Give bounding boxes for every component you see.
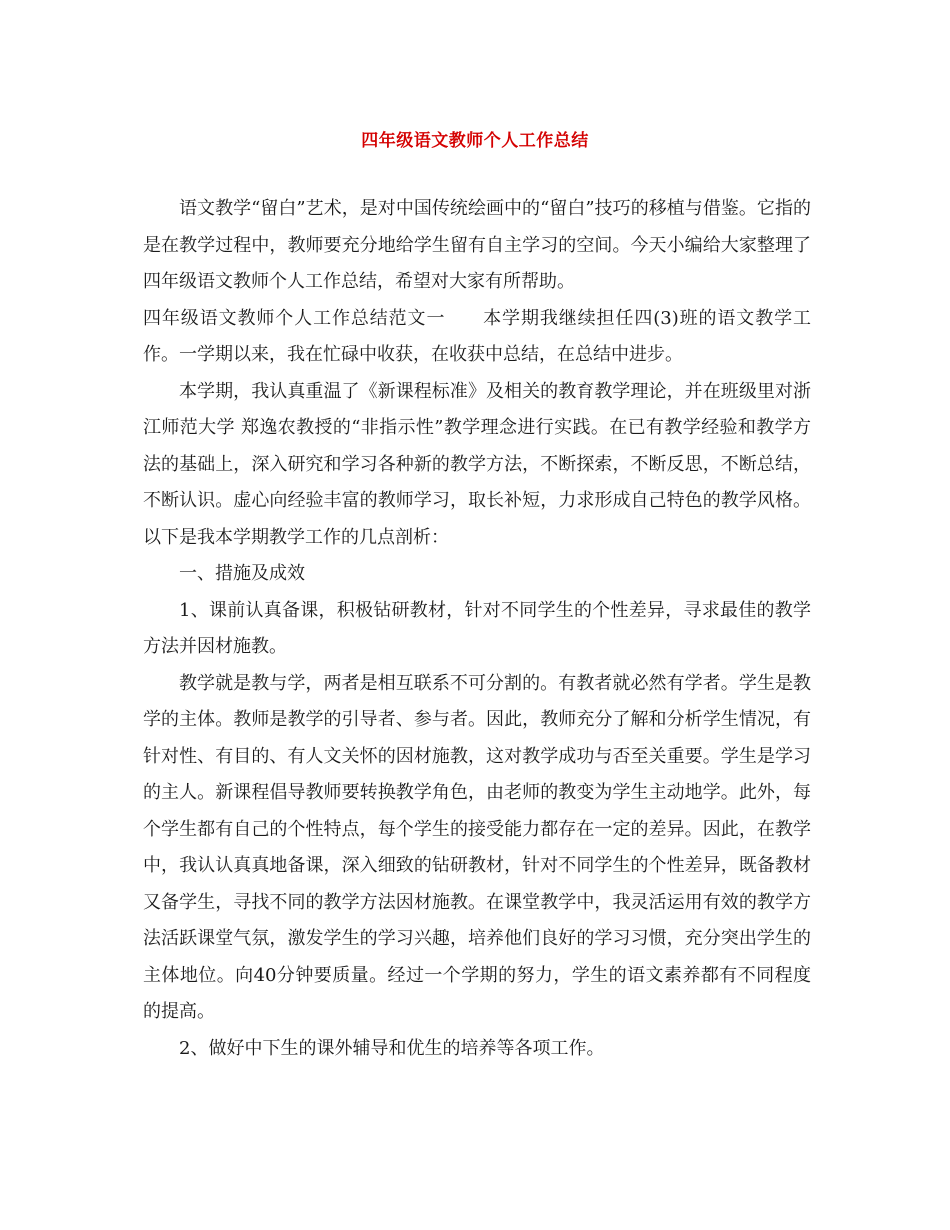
paragraph-intro: 语文教学“留白”艺术，是对中国传统绘画中的“留白”技巧的移植与借鉴。它指的是在教学过程中，教师要充分地给学生留有自主学习的空间。今天小编给大家整理了四年级语文教师个人工作总结，希望对大家有所帮助。 [143,198,811,292]
paragraph-teaching-detail: 教学就是教与学，两者是相互联系不可分割的。有教者就必然有学者。学生是教学的主体。教师是教学的引导者、参与者。因此，教师充分了解和分析学生情况，有针对性、有目的、有人文关怀的因材施教，这对教学成功与否至关重要。学生是学习的主人。新课程倡导教师要转换教学角色，由老师的教变为学生主动地学。此外，每个学生都有自己的个性特点，每个学生的接受能力都存在一定的差异。因此，在教学中，我认认真真地备课，深入细致的钻研教材，针对不同学生的个性差异，既备教材又备学生，寻找不同的教学方法因材施教。在课堂教学中，我灵活运用有效的教学方法活跃课堂气氛，激发学生的学习兴趣，培养他们良好的学习习惯，充分突出学生的主体地位。向40分钟要质量。经过一个学期的努力，学生的语文素养都有不同程度的提高。 [143,672,811,1022]
paragraph-item-2: 2、做好中下生的课外辅导和优生的培养等各项工作。 [179,1037,605,1059]
document-title: 四年级语文教师个人工作总结 [361,131,589,151]
paragraph-item-1: 1、课前认真备课，积极钻研教材，针对不同学生的个性差异，寻求最佳的教学方法并因材施教。 [143,599,811,657]
paragraph-semester-review: 本学期，我认真重温了《新课程标准》及相关的教育教学理论，并在班级里对浙江师范大学 郑逸农教授的“非指示性”教学理念进行实践。在已有教学经验和教学方法的基础上，深入研究和学习各种新的教学方法，不断探索，不断反思，不断总结，不断认识。虚心向经验丰富的教师学习，取长补短，力求形成自己特色的教学风格。以下是我本学期教学工作的几点剖析： [143,380,811,548]
section-heading-measures: 一、措施及成效 [179,563,305,584]
paragraph-sample-heading: 四年级语文教师个人工作总结范文一 本学期我继续担任四(3)班的语文教学工作。一学期以来，我在忙碌中收获，在收获中总结，在总结中进步。 [143,307,811,365]
document-body [143,191,811,1067]
